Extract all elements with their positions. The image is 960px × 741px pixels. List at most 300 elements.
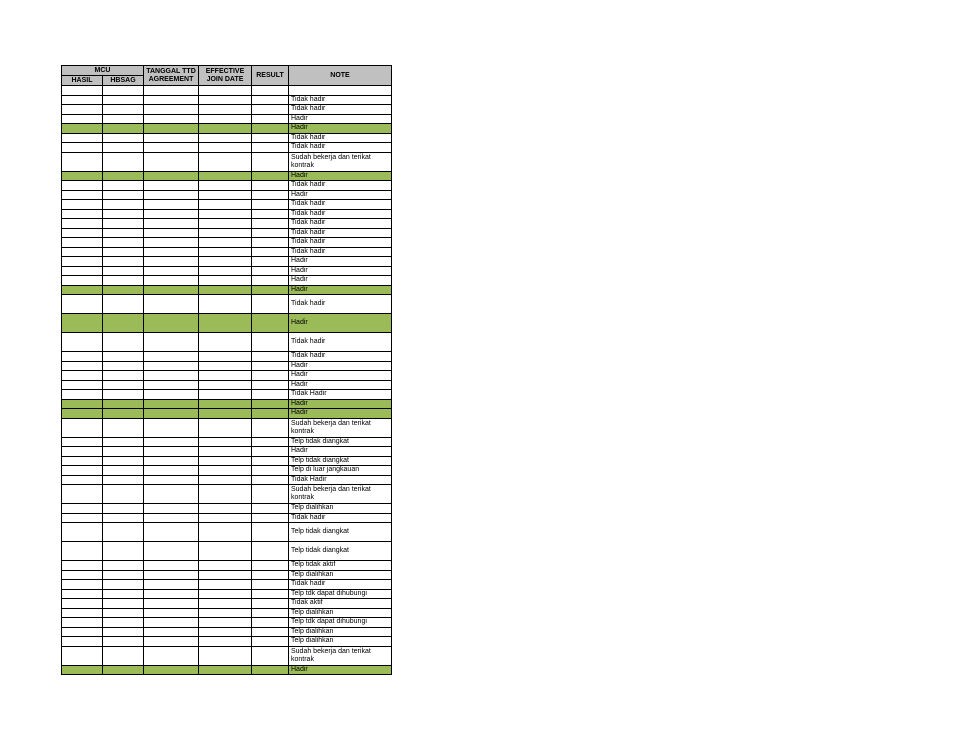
cell-hasil	[62, 266, 103, 276]
cell-result	[252, 466, 289, 476]
cell-hbsag	[103, 618, 144, 628]
cell-note: Hadir	[289, 276, 392, 286]
cell-effective	[199, 228, 252, 238]
cell-hbsag	[103, 295, 144, 314]
cell-hasil	[62, 181, 103, 191]
cell-note: Telp dialihkan	[289, 627, 392, 637]
cell-result	[252, 95, 289, 105]
cell-tanggal	[144, 86, 199, 96]
cell-effective	[199, 485, 252, 504]
cell-effective	[199, 361, 252, 371]
table-row	[62, 247, 392, 257]
table-row	[62, 437, 392, 447]
cell-result	[252, 542, 289, 561]
cell-hasil	[62, 589, 103, 599]
cell-hbsag	[103, 228, 144, 238]
cell-effective	[199, 504, 252, 514]
cell-hasil	[62, 523, 103, 542]
cell-note	[289, 86, 392, 96]
cell-tanggal	[144, 200, 199, 210]
table-row	[62, 485, 392, 504]
cell-effective	[199, 447, 252, 457]
cell-hbsag	[103, 133, 144, 143]
cell-hbsag	[103, 570, 144, 580]
cell-result	[252, 608, 289, 618]
cell-hbsag	[103, 523, 144, 542]
cell-tanggal	[144, 114, 199, 124]
cell-tanggal	[144, 247, 199, 257]
table-row	[62, 646, 392, 665]
cell-result	[252, 380, 289, 390]
table-row	[62, 390, 392, 400]
cell-note: Hadir	[289, 665, 392, 675]
table-row	[62, 124, 392, 134]
cell-tanggal	[144, 589, 199, 599]
cell-hasil	[62, 219, 103, 229]
cell-result	[252, 361, 289, 371]
cell-hbsag	[103, 152, 144, 171]
table-row	[62, 333, 392, 352]
cell-hbsag	[103, 200, 144, 210]
table-row	[62, 380, 392, 390]
cell-tanggal	[144, 95, 199, 105]
cell-hbsag	[103, 266, 144, 276]
cell-result	[252, 133, 289, 143]
cell-tanggal	[144, 133, 199, 143]
cell-hbsag	[103, 599, 144, 609]
cell-result	[252, 152, 289, 171]
table-row	[62, 466, 392, 476]
cell-tanggal	[144, 475, 199, 485]
cell-hasil	[62, 86, 103, 96]
cell-result	[252, 285, 289, 295]
cell-tanggal	[144, 361, 199, 371]
cell-note: Tidak Hadir	[289, 475, 392, 485]
cell-result	[252, 665, 289, 675]
cell-note: Hadir	[289, 361, 392, 371]
table-row	[62, 580, 392, 590]
cell-hbsag	[103, 209, 144, 219]
cell-hasil	[62, 228, 103, 238]
table-row	[62, 105, 392, 115]
table-row	[62, 95, 392, 105]
cell-result	[252, 114, 289, 124]
cell-hbsag	[103, 580, 144, 590]
cell-hbsag	[103, 627, 144, 637]
cell-effective	[199, 247, 252, 257]
cell-effective	[199, 399, 252, 409]
cell-effective	[199, 190, 252, 200]
table-row	[62, 257, 392, 267]
cell-hbsag	[103, 447, 144, 457]
cell-note: Sudah bekerja dan terikat kontrak	[289, 418, 392, 437]
cell-hbsag	[103, 513, 144, 523]
cell-effective	[199, 561, 252, 571]
cell-hasil	[62, 627, 103, 637]
cell-note: Sudah bekerja dan terikat kontrak	[289, 646, 392, 665]
cell-tanggal	[144, 124, 199, 134]
cell-tanggal	[144, 409, 199, 419]
cell-hasil	[62, 466, 103, 476]
cell-hasil	[62, 114, 103, 124]
table-row	[62, 228, 392, 238]
cell-note: Telp di luar jangkauan	[289, 466, 392, 476]
cell-effective	[199, 618, 252, 628]
cell-hbsag	[103, 637, 144, 647]
cell-tanggal	[144, 485, 199, 504]
cell-result	[252, 589, 289, 599]
cell-effective	[199, 570, 252, 580]
cell-note: Hadir	[289, 266, 392, 276]
cell-hasil	[62, 276, 103, 286]
table-row	[62, 181, 392, 191]
cell-result	[252, 618, 289, 628]
cell-result	[252, 475, 289, 485]
cell-effective	[199, 523, 252, 542]
table-row	[62, 475, 392, 485]
cell-effective	[199, 181, 252, 191]
cell-note: Hadir	[289, 124, 392, 134]
cell-hbsag	[103, 181, 144, 191]
cell-note: Telp tidak aktif	[289, 561, 392, 571]
cell-note: Tidak hadir	[289, 580, 392, 590]
table-row	[62, 523, 392, 542]
table-row	[62, 209, 392, 219]
cell-tanggal	[144, 627, 199, 637]
cell-effective	[199, 133, 252, 143]
cell-note: Telp dialihkan	[289, 570, 392, 580]
cell-result	[252, 333, 289, 352]
cell-tanggal	[144, 181, 199, 191]
cell-tanggal	[144, 371, 199, 381]
table-row	[62, 133, 392, 143]
cell-note: Telp tidak diangkat	[289, 456, 392, 466]
cell-note: Tidak hadir	[289, 352, 392, 362]
table-row	[62, 295, 392, 314]
table-row	[62, 86, 392, 96]
cell-effective	[199, 637, 252, 647]
table-row	[62, 266, 392, 276]
cell-note: Tidak aktif	[289, 599, 392, 609]
cell-tanggal	[144, 399, 199, 409]
cell-effective	[199, 466, 252, 476]
cell-tanggal	[144, 456, 199, 466]
header-note: NOTE	[289, 66, 392, 86]
table-row	[62, 561, 392, 571]
cell-hasil	[62, 333, 103, 352]
cell-effective	[199, 171, 252, 181]
cell-note: Sudah bekerja dan terikat kontrak	[289, 152, 392, 171]
cell-effective	[199, 352, 252, 362]
cell-effective	[199, 219, 252, 229]
cell-tanggal	[144, 390, 199, 400]
cell-result	[252, 371, 289, 381]
cell-tanggal	[144, 570, 199, 580]
cell-hasil	[62, 570, 103, 580]
cell-hbsag	[103, 190, 144, 200]
cell-hbsag	[103, 219, 144, 229]
cell-hasil	[62, 352, 103, 362]
cell-result	[252, 447, 289, 457]
cell-hbsag	[103, 95, 144, 105]
cell-note: Tidak hadir	[289, 513, 392, 523]
cell-hbsag	[103, 86, 144, 96]
cell-note: Tidak hadir	[289, 181, 392, 191]
cell-tanggal	[144, 314, 199, 333]
cell-result	[252, 390, 289, 400]
cell-hasil	[62, 599, 103, 609]
cell-hbsag	[103, 333, 144, 352]
cell-effective	[199, 266, 252, 276]
cell-effective	[199, 371, 252, 381]
cell-effective	[199, 105, 252, 115]
header-hasil: HASIL	[62, 76, 103, 86]
header-hbsag: HBSAG	[103, 76, 144, 86]
table-row	[62, 665, 392, 675]
cell-note: Tidak hadir	[289, 209, 392, 219]
cell-hbsag	[103, 466, 144, 476]
cell-note: Hadir	[289, 285, 392, 295]
cell-note: Hadir	[289, 257, 392, 267]
cell-tanggal	[144, 637, 199, 647]
cell-result	[252, 456, 289, 466]
cell-hasil	[62, 380, 103, 390]
cell-hbsag	[103, 475, 144, 485]
table-row	[62, 190, 392, 200]
cell-result	[252, 580, 289, 590]
cell-tanggal	[144, 504, 199, 514]
cell-result	[252, 314, 289, 333]
cell-note: Telp dialihkan	[289, 637, 392, 647]
cell-hasil	[62, 285, 103, 295]
cell-tanggal	[144, 561, 199, 571]
cell-hasil	[62, 646, 103, 665]
cell-effective	[199, 209, 252, 219]
table-row	[62, 143, 392, 153]
cell-hasil	[62, 238, 103, 248]
cell-hbsag	[103, 665, 144, 675]
cell-hasil	[62, 190, 103, 200]
cell-hasil	[62, 561, 103, 571]
table-row	[62, 361, 392, 371]
cell-tanggal	[144, 276, 199, 286]
cell-hasil	[62, 257, 103, 267]
cell-hbsag	[103, 314, 144, 333]
table-row	[62, 513, 392, 523]
cell-tanggal	[144, 143, 199, 153]
cell-note: Hadir	[289, 114, 392, 124]
cell-hbsag	[103, 504, 144, 514]
cell-hasil	[62, 105, 103, 115]
cell-note: Hadir	[289, 371, 392, 381]
cell-note: Tidak hadir	[289, 133, 392, 143]
cell-hasil	[62, 124, 103, 134]
cell-result	[252, 504, 289, 514]
cell-note: Telp tidak diangkat	[289, 437, 392, 447]
cell-result	[252, 418, 289, 437]
cell-effective	[199, 257, 252, 267]
cell-hbsag	[103, 257, 144, 267]
cell-note: Telp tidak diangkat	[289, 523, 392, 542]
cell-hbsag	[103, 171, 144, 181]
cell-hbsag	[103, 114, 144, 124]
cell-effective	[199, 333, 252, 352]
cell-hbsag	[103, 485, 144, 504]
cell-hasil	[62, 580, 103, 590]
cell-effective	[199, 646, 252, 665]
cell-result	[252, 485, 289, 504]
table-row	[62, 542, 392, 561]
table-row	[62, 200, 392, 210]
cell-result	[252, 190, 289, 200]
cell-result	[252, 513, 289, 523]
cell-effective	[199, 665, 252, 675]
cell-hbsag	[103, 456, 144, 466]
cell-hbsag	[103, 437, 144, 447]
cell-hasil	[62, 637, 103, 647]
cell-effective	[199, 380, 252, 390]
cell-hasil	[62, 485, 103, 504]
table-row	[62, 447, 392, 457]
cell-effective	[199, 143, 252, 153]
cell-effective	[199, 114, 252, 124]
cell-tanggal	[144, 513, 199, 523]
cell-result	[252, 276, 289, 286]
cell-hasil	[62, 447, 103, 457]
cell-hasil	[62, 542, 103, 561]
cell-hbsag	[103, 608, 144, 618]
table-row	[62, 608, 392, 618]
cell-note: Telp tdk dapat dihubungi	[289, 618, 392, 628]
table-row	[62, 418, 392, 437]
cell-effective	[199, 589, 252, 599]
cell-hasil	[62, 209, 103, 219]
cell-hasil	[62, 171, 103, 181]
cell-note: Hadir	[289, 314, 392, 333]
cell-hbsag	[103, 418, 144, 437]
cell-effective	[199, 390, 252, 400]
cell-note: Tidak hadir	[289, 247, 392, 257]
cell-tanggal	[144, 608, 199, 618]
table-row	[62, 637, 392, 647]
cell-result	[252, 523, 289, 542]
table-row	[62, 276, 392, 286]
table-row	[62, 114, 392, 124]
table-row	[62, 238, 392, 248]
cell-result	[252, 124, 289, 134]
cell-tanggal	[144, 418, 199, 437]
cell-tanggal	[144, 618, 199, 628]
cell-note: Sudah bekerja dan terikat kontrak	[289, 485, 392, 504]
header-result: RESULT	[252, 66, 289, 86]
cell-result	[252, 143, 289, 153]
cell-effective	[199, 124, 252, 134]
cell-hasil	[62, 247, 103, 257]
cell-effective	[199, 295, 252, 314]
cell-hbsag	[103, 105, 144, 115]
cell-note: Tidak hadir	[289, 238, 392, 248]
cell-hasil	[62, 371, 103, 381]
cell-result	[252, 437, 289, 447]
cell-hasil	[62, 390, 103, 400]
cell-result	[252, 181, 289, 191]
cell-result	[252, 219, 289, 229]
cell-note: Tidak Hadir	[289, 390, 392, 400]
cell-hbsag	[103, 361, 144, 371]
cell-hbsag	[103, 561, 144, 571]
cell-tanggal	[144, 665, 199, 675]
cell-hasil	[62, 133, 103, 143]
cell-hasil	[62, 295, 103, 314]
cell-result	[252, 209, 289, 219]
cell-tanggal	[144, 380, 199, 390]
cell-result	[252, 352, 289, 362]
table-row	[62, 371, 392, 381]
cell-note: Tidak hadir	[289, 333, 392, 352]
cell-hasil	[62, 143, 103, 153]
cell-hbsag	[103, 390, 144, 400]
cell-result	[252, 200, 289, 210]
cell-tanggal	[144, 152, 199, 171]
cell-note: Tidak hadir	[289, 200, 392, 210]
cell-result	[252, 86, 289, 96]
cell-effective	[199, 418, 252, 437]
cell-hasil	[62, 475, 103, 485]
cell-effective	[199, 542, 252, 561]
table-row	[62, 409, 392, 419]
table-row	[62, 627, 392, 637]
cell-tanggal	[144, 646, 199, 665]
cell-hasil	[62, 409, 103, 419]
cell-result	[252, 627, 289, 637]
cell-tanggal	[144, 352, 199, 362]
cell-result	[252, 257, 289, 267]
cell-result	[252, 247, 289, 257]
cell-hasil	[62, 200, 103, 210]
cell-note: Telp dialihkan	[289, 608, 392, 618]
data-table	[61, 65, 392, 675]
cell-effective	[199, 152, 252, 171]
table-row	[62, 570, 392, 580]
cell-note: Telp dialihkan	[289, 504, 392, 514]
cell-note: Tidak hadir	[289, 95, 392, 105]
cell-tanggal	[144, 209, 199, 219]
cell-effective	[199, 580, 252, 590]
table-row	[62, 504, 392, 514]
cell-effective	[199, 437, 252, 447]
cell-effective	[199, 409, 252, 419]
cell-note: Tidak hadir	[289, 143, 392, 153]
cell-effective	[199, 95, 252, 105]
cell-tanggal	[144, 219, 199, 229]
cell-tanggal	[144, 447, 199, 457]
cell-result	[252, 266, 289, 276]
cell-note: Hadir	[289, 399, 392, 409]
cell-tanggal	[144, 238, 199, 248]
table-row	[62, 152, 392, 171]
cell-effective	[199, 285, 252, 295]
cell-hbsag	[103, 124, 144, 134]
table-row	[62, 352, 392, 362]
cell-result	[252, 646, 289, 665]
cell-effective	[199, 627, 252, 637]
cell-tanggal	[144, 257, 199, 267]
cell-hasil	[62, 418, 103, 437]
cell-result	[252, 171, 289, 181]
table-row	[62, 171, 392, 181]
cell-note: Tidak hadir	[289, 219, 392, 229]
header-effective-join-date: EFFECTIVE JOIN DATE	[199, 66, 252, 86]
